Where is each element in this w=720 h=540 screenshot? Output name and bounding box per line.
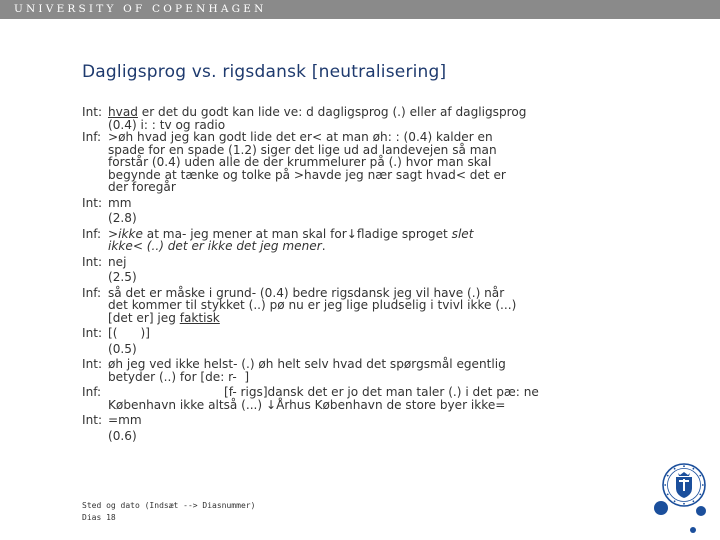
transcript-line bbox=[82, 197, 622, 210]
transcript-line bbox=[82, 312, 622, 325]
transcript-line: forstår (0.4) uden alle de der krummelurer på (.) hvor man skal bbox=[108, 155, 492, 169]
transcript-line: (0.5) bbox=[108, 341, 137, 356]
decorative-dot bbox=[690, 527, 696, 533]
utterance-text: at ma- jeg mener at man skal for↓fladige sproget bbox=[142, 226, 452, 241]
utterance-stressed: hvad bbox=[108, 105, 138, 119]
header-bar bbox=[0, 0, 720, 19]
utterance: mm bbox=[108, 195, 132, 210]
decorative-dot bbox=[696, 506, 706, 516]
transcript-line bbox=[82, 256, 622, 269]
utterance: øh jeg ved ikke helst- (.) øh helt selv hvad det spørgsmål egentlig bbox=[108, 357, 506, 371]
transcript-line bbox=[82, 414, 622, 427]
speaker-label: Int: bbox=[82, 413, 103, 427]
utterance: >øh hvad jeg kan godt lide det er< at man øh: : (0.4) kalder en bbox=[108, 130, 493, 144]
decorative-dot bbox=[654, 501, 668, 515]
footer-date-placeholder: Sted og dato (Indsæt --> Diasnummer) bbox=[82, 501, 256, 510]
transcript-line bbox=[82, 358, 622, 371]
transcript-line: (0.6) bbox=[108, 428, 137, 443]
speaker-label: Int: bbox=[82, 195, 103, 210]
transcript-line: der foregår bbox=[108, 180, 176, 194]
utterance: [f- rigs]dansk det er jo det man taler (.) i det pæ: ne bbox=[224, 385, 539, 399]
speaker-label: Inf: bbox=[82, 130, 102, 144]
utterance-emphasis: ikke bbox=[108, 239, 133, 253]
transcript-line: (2.5) bbox=[108, 270, 137, 284]
speaker-label: Int: bbox=[82, 326, 103, 340]
utterance-text: . bbox=[321, 239, 326, 253]
utterance bbox=[108, 106, 622, 119]
transcript-line: spade for en spade (1.2) siger det lige ud ad landevejen så man bbox=[108, 142, 497, 157]
utterance-stressed: faktisk bbox=[179, 310, 220, 325]
transcript bbox=[82, 106, 622, 442]
slide-title: Dagligsprog vs. rigsdansk [neutralisering] bbox=[82, 62, 447, 82]
utterance-text: > bbox=[108, 226, 119, 241]
utterance-text: [det er] jeg bbox=[108, 310, 180, 325]
university-seal-icon bbox=[662, 463, 706, 507]
transcript-line bbox=[82, 106, 622, 119]
speaker-label: Inf: bbox=[82, 385, 102, 399]
speaker-label: Int: bbox=[82, 357, 103, 371]
utterance-emphasis: ikke bbox=[118, 226, 143, 241]
transcript-line bbox=[82, 131, 622, 144]
transcript-line: København ikke altså (...) ↓Århus København de store byer ikke= bbox=[108, 397, 506, 412]
transcript-line: det kommer til stykket (..) pø nu er jeg lige pludselig i tvivl ikke (...) bbox=[108, 298, 517, 312]
transcript-line bbox=[82, 240, 622, 253]
university-name: UNIVERSITY OF COPENHAGEN bbox=[14, 3, 267, 15]
speaker-label: Int: bbox=[82, 105, 103, 119]
speaker-label: Inf: bbox=[82, 285, 102, 300]
utterance-text: er det du godt kan lide ve: d dagligsprog (.) eller af dagligsprog bbox=[137, 105, 527, 119]
utterance: =mm bbox=[108, 413, 142, 427]
transcript-line: begynde at tænke og tolke på >havde jeg nær sagt hvad< det er bbox=[108, 167, 506, 182]
slide-footer bbox=[82, 500, 255, 524]
transcript-line: (2.8) bbox=[108, 211, 137, 225]
utterance-text: < (..) det er ikke det jeg mener bbox=[132, 239, 322, 253]
transcript-line bbox=[82, 327, 622, 340]
speaker-label: Inf: bbox=[82, 226, 102, 241]
transcript-line bbox=[82, 386, 622, 399]
slide-number: Dias 18 bbox=[82, 513, 116, 522]
utterance: [( )] bbox=[108, 326, 150, 340]
transcript-line: betyder (..) for [de: r- ] bbox=[108, 369, 250, 384]
utterance-emphasis: slet bbox=[451, 226, 474, 241]
utterance: nej bbox=[108, 254, 127, 269]
transcript-line: (0.4) i: : tv og radio bbox=[108, 117, 226, 132]
utterance: så det er måske i grund- (0.4) bedre rigsdansk jeg vil have (.) når bbox=[108, 285, 505, 300]
speaker-label: Int: bbox=[82, 254, 103, 269]
